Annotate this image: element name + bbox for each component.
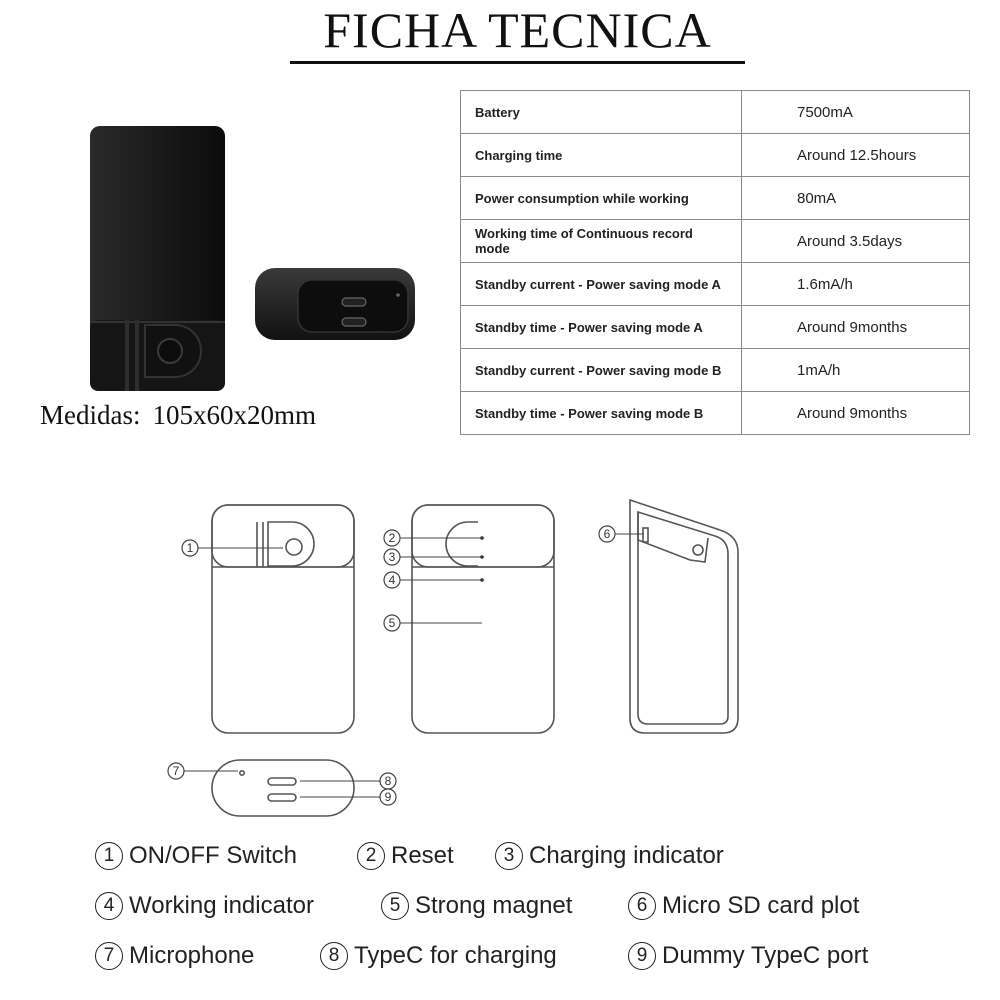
legend-item bbox=[320, 942, 557, 970]
legend-item bbox=[381, 892, 572, 920]
callout-7 bbox=[168, 763, 184, 779]
callout-number: 6 bbox=[603, 527, 611, 541]
legend-text: Microphone bbox=[129, 942, 255, 969]
spec-label: Power consumption while working bbox=[461, 177, 742, 220]
legend-text: TypeC for charging bbox=[354, 942, 557, 969]
legend-number: 9 bbox=[628, 942, 656, 970]
dimensions-label: Medidas: bbox=[40, 400, 141, 430]
page-title: FICHA TECNICA bbox=[323, 2, 712, 58]
callout-8 bbox=[380, 773, 396, 789]
callout-number: 5 bbox=[388, 616, 396, 630]
legend-item bbox=[628, 942, 868, 970]
spec-value: Around 12.5hours bbox=[742, 134, 970, 177]
spec-row bbox=[461, 263, 970, 306]
legend-text: Dummy TypeC port bbox=[662, 942, 869, 969]
spec-value: 1.6mA/h bbox=[742, 263, 970, 306]
legend-text: Micro SD card plot bbox=[662, 892, 860, 919]
spec-row bbox=[461, 306, 970, 349]
spec-label: Working time of Continuous record mode bbox=[461, 220, 742, 263]
spec-table bbox=[460, 90, 970, 435]
spec-value: 1mA/h bbox=[742, 349, 970, 392]
legend-number: 3 bbox=[495, 842, 523, 870]
callout-1 bbox=[182, 540, 198, 556]
spec-row bbox=[461, 177, 970, 220]
callout-number: 7 bbox=[172, 764, 180, 778]
spec-label: Charging time bbox=[461, 134, 742, 177]
callout-2 bbox=[384, 530, 400, 546]
legend-number: 5 bbox=[381, 892, 409, 920]
title-underline bbox=[290, 61, 745, 64]
callout-6 bbox=[599, 526, 615, 542]
legend bbox=[95, 842, 955, 992]
legend-number: 8 bbox=[320, 942, 348, 970]
legend-text: ON/OFF Switch bbox=[129, 842, 298, 869]
legend-number: 2 bbox=[357, 842, 385, 870]
legend-text: Strong magnet bbox=[415, 892, 573, 919]
legend-number: 4 bbox=[95, 892, 123, 920]
legend-number: 1 bbox=[95, 842, 123, 870]
callout-number: 3 bbox=[388, 550, 396, 564]
callout-5 bbox=[384, 615, 400, 631]
callout-4 bbox=[384, 572, 400, 588]
device-diagram bbox=[160, 490, 760, 830]
callout-9 bbox=[380, 789, 396, 805]
spec-value: Around 3.5days bbox=[742, 220, 970, 263]
spec-value: Around 9months bbox=[742, 306, 970, 349]
product-photo bbox=[80, 120, 440, 410]
callout-number: 9 bbox=[384, 790, 392, 804]
callout-number: 8 bbox=[384, 774, 392, 788]
legend-item bbox=[357, 842, 454, 870]
legend-item bbox=[95, 842, 297, 870]
spec-value: 7500mA bbox=[742, 91, 970, 134]
legend-item bbox=[95, 942, 254, 970]
side-view bbox=[630, 500, 738, 733]
bottom-view bbox=[212, 760, 354, 816]
spec-label: Standby time - Power saving mode B bbox=[461, 392, 742, 435]
spec-value: 80mA bbox=[742, 177, 970, 220]
spec-label: Standby time - Power saving mode A bbox=[461, 306, 742, 349]
spec-row bbox=[461, 392, 970, 435]
legend-item bbox=[628, 892, 859, 920]
legend-text: Charging indicator bbox=[529, 842, 724, 869]
spec-value: Around 9months bbox=[742, 392, 970, 435]
legend-text: Reset bbox=[391, 842, 454, 869]
spec-row bbox=[461, 220, 970, 263]
legend-item bbox=[95, 892, 314, 920]
callout-number: 1 bbox=[186, 541, 194, 555]
legend-number: 7 bbox=[95, 942, 123, 970]
spec-row bbox=[461, 349, 970, 392]
callout-number: 2 bbox=[388, 531, 396, 545]
spec-label: Battery bbox=[461, 91, 742, 134]
dimensions-value: 105x60x20mm bbox=[152, 400, 317, 430]
spec-row bbox=[461, 91, 970, 134]
legend-item bbox=[495, 842, 724, 870]
callout-number: 4 bbox=[388, 573, 396, 587]
spec-row bbox=[461, 134, 970, 177]
front-view bbox=[212, 505, 354, 733]
callout-3 bbox=[384, 549, 400, 565]
spec-label: Standby current - Power saving mode B bbox=[461, 349, 742, 392]
legend-number: 6 bbox=[628, 892, 656, 920]
spec-label: Standby current - Power saving mode A bbox=[461, 263, 742, 306]
legend-text: Working indicator bbox=[129, 892, 314, 919]
dimensions-text bbox=[40, 400, 316, 431]
